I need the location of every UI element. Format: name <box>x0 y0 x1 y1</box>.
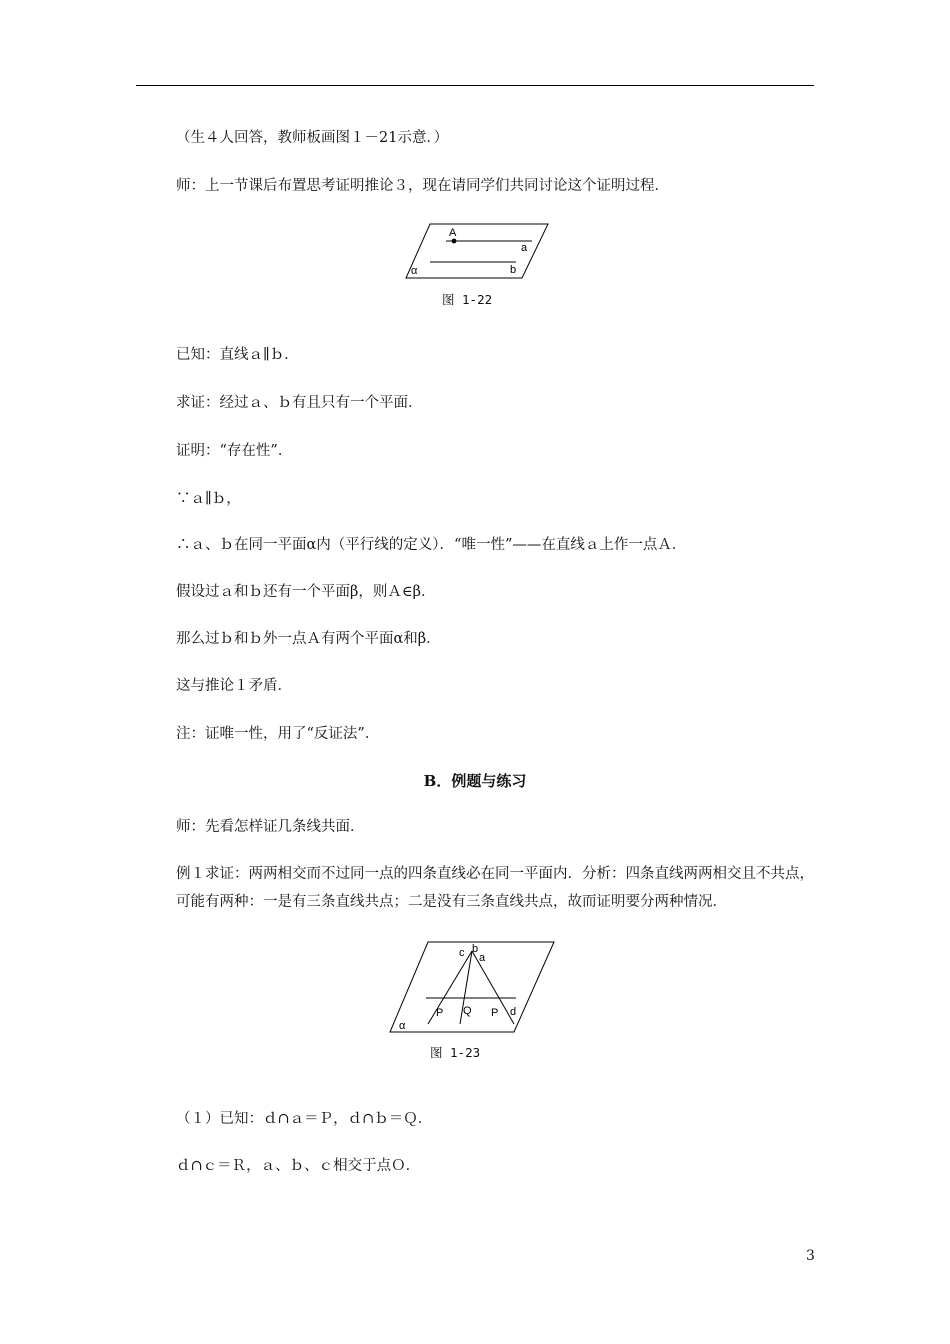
figure-1-22 <box>404 222 550 280</box>
label-alpha: α <box>399 1020 406 1032</box>
point-A <box>452 239 457 244</box>
paragraph: 师：上一节课后布置思考证明推论３，现在请同学们共同讨论这个证明过程． <box>176 178 669 194</box>
label-P: P <box>436 1007 444 1019</box>
paragraph: 已知：直线ａ∥ｂ． <box>176 347 299 363</box>
page-number: 3 <box>806 1248 815 1264</box>
label-c: c <box>459 947 465 959</box>
label-b: b <box>472 943 479 955</box>
paragraph: 这与推论１矛盾． <box>176 678 292 694</box>
label-alpha: α <box>411 265 418 277</box>
paragraph: 求证：经过ａ、ｂ有且只有一个平面． <box>176 395 423 411</box>
label-a: a <box>521 242 528 254</box>
paragraph: （生４人回答，教师板画图１－21示意．） <box>176 130 449 146</box>
figure-caption: 图 1-22 <box>442 292 493 307</box>
paragraph: （１）已知：ｄ∩ａ＝Ｐ，ｄ∩ｂ＝Ｑ． <box>176 1111 433 1127</box>
paragraph: 例１求证：两两相交而不过同一点的四条直线必在同一平面内．分析：四条直线两两相交且不共点，可能有两种：一是有三条直线共点；二是没有三条直线共点，故而证明要分两种情况． <box>176 866 814 910</box>
label-P: P <box>491 1007 499 1019</box>
figure-caption: 图 1-23 <box>430 1045 481 1060</box>
label-b: b <box>510 264 517 276</box>
paragraph: 注：证唯一性，用了“反证法”． <box>176 726 380 742</box>
paragraph: 证明：“存在性”． <box>176 443 293 459</box>
label-a: a <box>479 952 486 964</box>
label-d: d <box>510 1006 517 1018</box>
section-heading: B．例题与练习 <box>423 772 527 790</box>
paragraph: 师：先看怎样证几条线共面． <box>176 819 365 835</box>
label-Q: Q <box>463 1005 472 1017</box>
header-rule <box>136 85 814 86</box>
plane-alpha <box>390 942 554 1032</box>
figure-1-23 <box>388 940 556 1036</box>
paragraph: 那么过ｂ和ｂ外一点Ａ有两个平面α和β． <box>176 631 441 647</box>
paragraph: ∵ａ∥ｂ， <box>176 491 241 507</box>
paragraph: ｄ∩ｃ＝Ｒ，ａ、ｂ、ｃ相交于点Ｏ． <box>176 1158 421 1174</box>
paragraph: ∴ａ、ｂ在同一平面α内（平行线的定义）．“唯一性”——在直线ａ上作一点Ａ． <box>176 537 687 553</box>
label-A: A <box>449 227 457 239</box>
paragraph: 假设过ａ和ｂ还有一个平面β，则Ａ∈β． <box>176 584 436 600</box>
